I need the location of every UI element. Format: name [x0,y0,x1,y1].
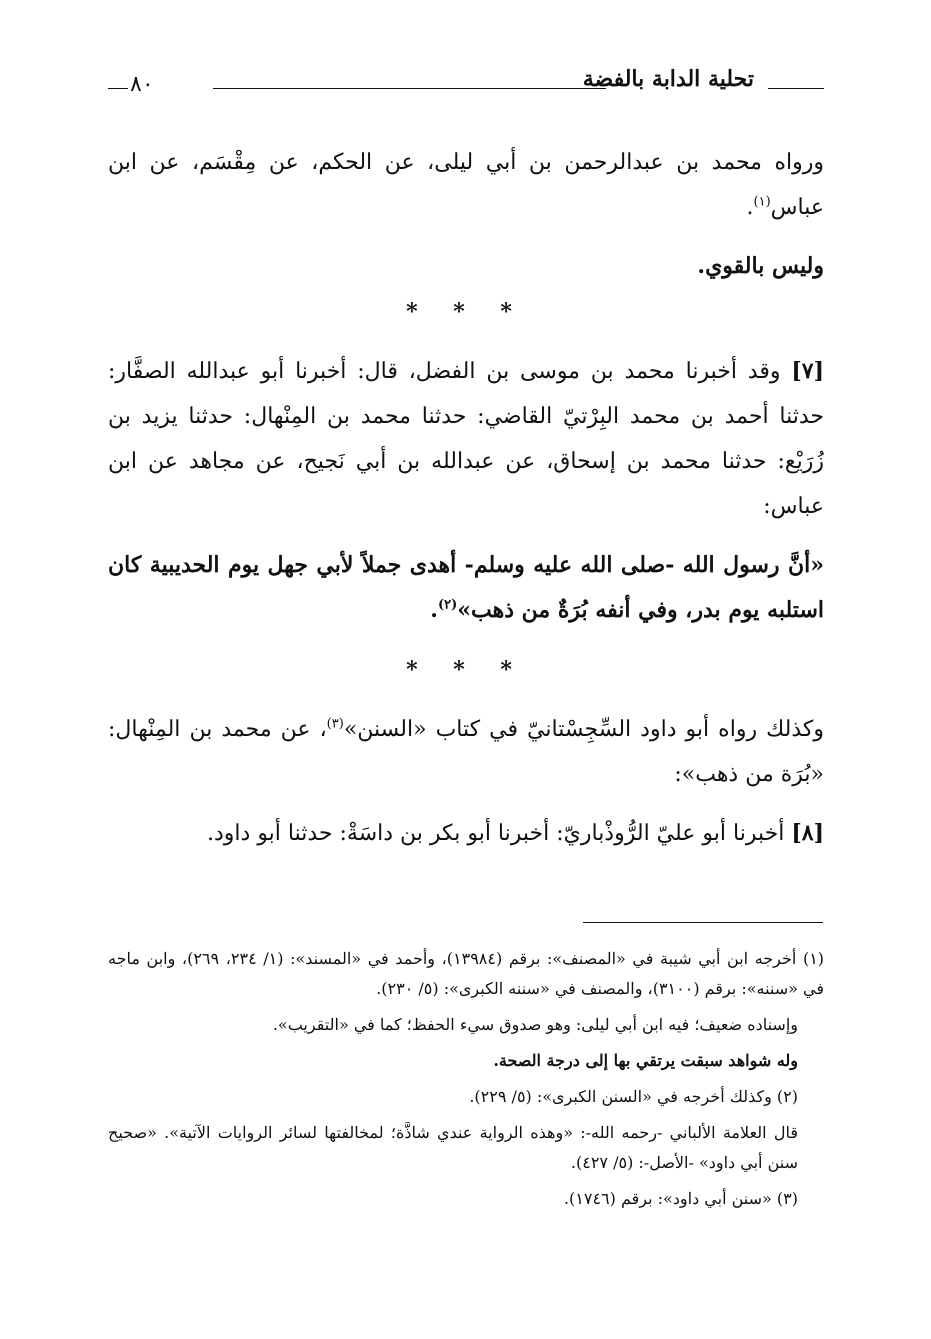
footnote-ref[interactable]: (٢) [437,597,458,613]
paragraph-6 [108,811,824,856]
paragraph-text: ، عن محمد بن المِنْهال: «بُرَة من ذهب»: [108,717,824,787]
hadith-number: [٨] [791,820,824,846]
paragraph-text: أخبرنا أبو عليّ الرُّوذْباريّ: أخبرنا أبو بكر بن داسَةْ: حدثنا أبو داود. [207,821,785,846]
footnote-2: (٢) وكذلك أخرجه في «السنن الكبرى»: (٥/ ٢٢٩). [469,1087,798,1106]
header-rule [768,88,824,89]
footnote-ref[interactable]: (١) [753,194,771,210]
footnote-ref[interactable]: (٣) [326,716,344,732]
main-text [108,140,824,856]
paragraph-2: وليس بالقوي. [697,253,824,279]
paragraph-3 [108,349,824,529]
page-number: ٨٠ [130,72,154,97]
paragraph-text: «أنَّ رسول الله -صلى الله عليه وسلم- أهدى جملاً لأبي جهل يوم الحديبية كان استلبه يوم بدر، وفي أنفه بُرَةٌ من ذهب» [108,552,824,623]
paragraph-end: . [746,195,754,220]
footnote-2-note: قال العلامة الألباني -رحمه الله-: «وهذه الرواية عندي شاذَّة؛ لمخالفتها لسائر الروايات الآتية». «صحيح سنن أبي داود» -الأصل-: (٥/ ٤٢٧). [108,1123,798,1172]
footnote-1: (١) أخرجه ابن أبي شيبة في «المصنف»: برقم (١٣٩٨٤)، وأحمد في «المسند»: (١/ ٢٣٤، ٢٦٩)، وابن ماجه في «سننه»: برقم (٣١٠٠)، والمصنف في «سننه الكبرى»: (٥/ ٢٣٠). [108,949,825,998]
header-rule [108,88,128,89]
header-rule [213,88,606,89]
paragraph-5 [108,707,824,797]
paragraph-text: ورواه محمد بن عبدالرحمن بن أبي ليلى، عن الحكم، عن مِقْسَم، عن ابن عباس [108,150,824,220]
paragraph-text: وكذلك رواه أبو داود السِّجِسْتانيّ في كتاب «السنن» [343,717,824,742]
running-title: تحلية الدابة بالفضة [582,66,754,92]
section-separator: * * * [406,657,526,683]
footnote-1-note: وإسناده ضعيف؛ فيه ابن أبي ليلى: وهو صدوق سيء الحفظ؛ كما في «التقريب». [272,1015,798,1034]
footnote-1-note: وله شواهد سبقت يرتقي بها إلى درجة الصحة. [493,1051,798,1070]
footnotes [108,944,824,1220]
paragraph-end: . [430,597,438,623]
footnote-3: (٣) «سنن أبي داود»: برقم (١٧٤٦). [563,1189,798,1208]
paragraph-text: وقد أخبرنا محمد بن موسى بن الفضل، قال: أخبرنا أبو عبدالله الصفَّار: حدثنا أحمد بن محمد البِرْتيّ القاضي: حدثنا محمد بن المِنْهال: حدثنا يزيد بن زُرَيْع: حدثنا محمد بن إسحاق، عن عبدالله بن أبي نَجيح، عن مجاهد عن ابن عباس: [108,359,824,519]
hadith-text [108,543,824,633]
section-separator: * * * [406,299,526,325]
footnote-separator [583,922,823,923]
hadith-number: [٧] [791,358,824,384]
paragraph-1 [108,140,824,230]
page-header [108,62,824,102]
